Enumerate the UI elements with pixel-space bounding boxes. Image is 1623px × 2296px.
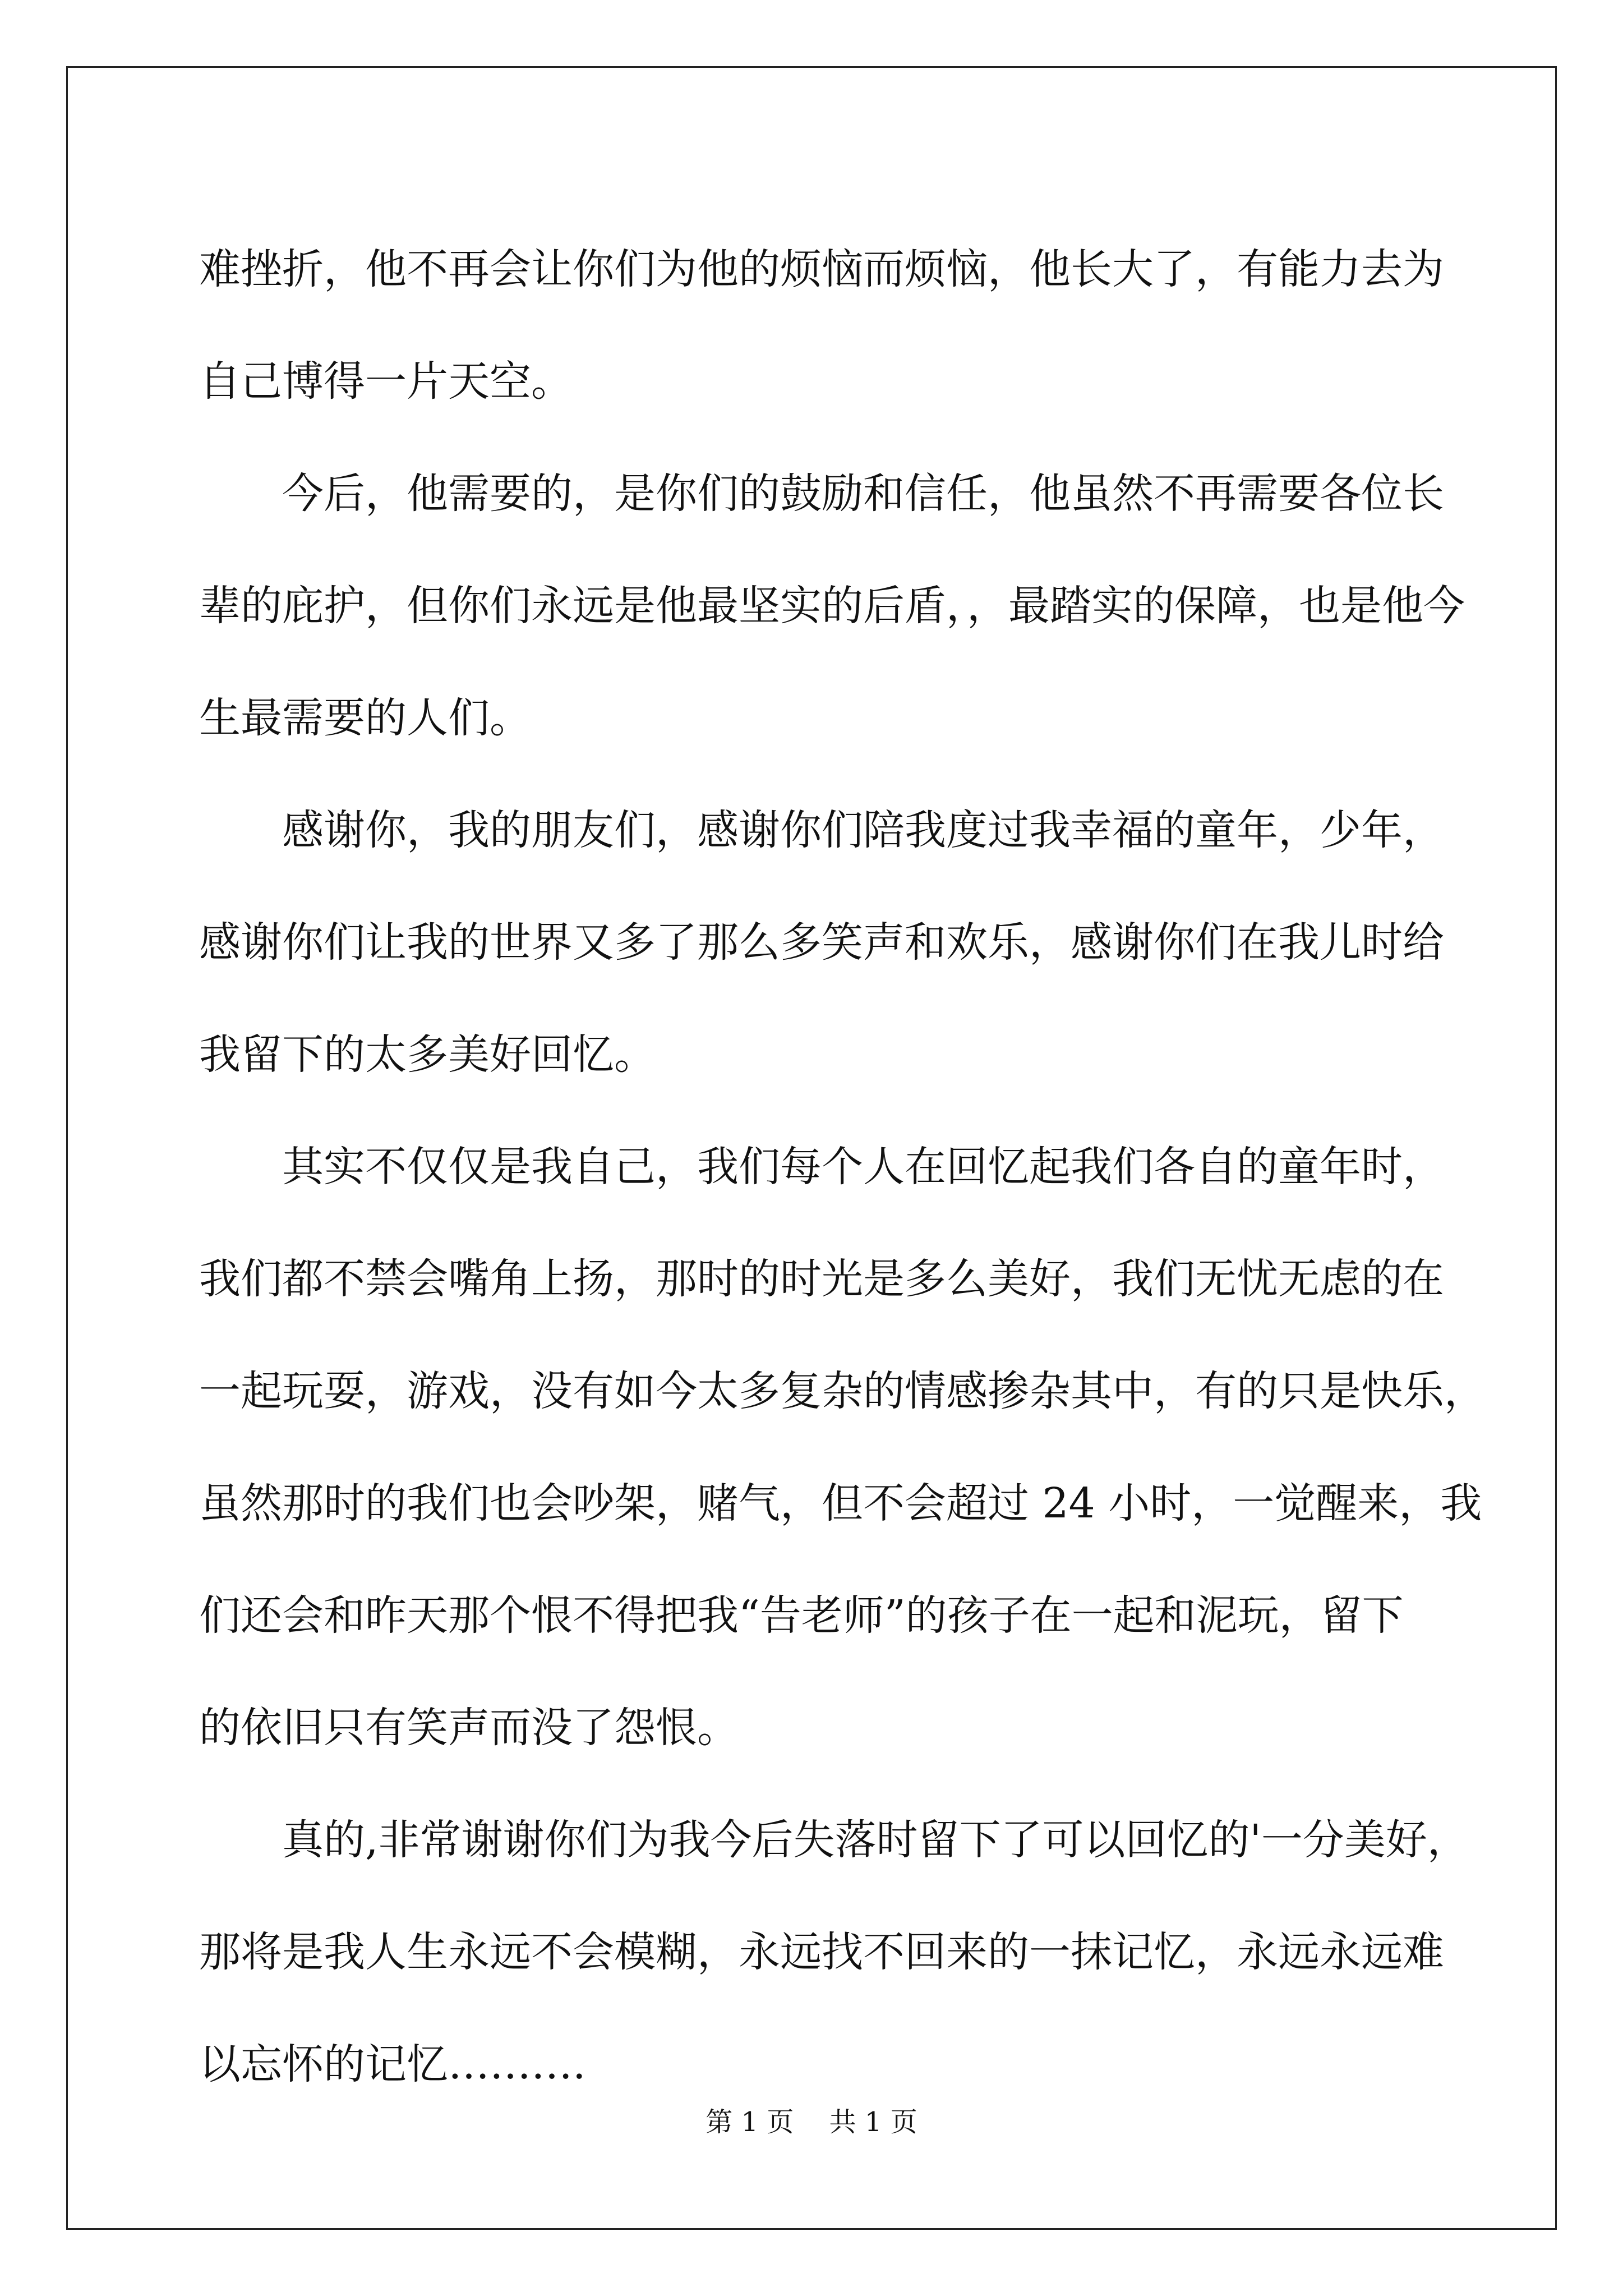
text-line: 生最需要的人们。 [199,694,531,742]
page-number-total: 共 1 页 [829,2106,917,2138]
paragraph-1 [199,213,1450,438]
text-line: 自己博得一片天空。 [199,357,573,406]
paragraph-5 [199,1784,1469,2120]
text-line: 一起玩耍，游戏，没有如今太多复杂的情感掺杂其中，有的只是快乐， [199,1367,1486,1415]
text-line: 其实不仅仅是我自己，我们每个人在回忆起我们各自的童年时， [282,1143,1444,1191]
paragraph-3 [199,774,1450,1111]
document-body [199,213,1486,2120]
text-line: 难挫折，他不再会让你们为他的烦恼而烦恼，他长大了，有能力去为 [199,245,1444,293]
paragraph-2 [199,438,1465,774]
text-line: 真的,非常谢谢你们为我今后失落时留下了可以回忆的'一分美好， [282,1816,1469,1864]
text-line: 感谢你们让我的世界又多了那么多笑声和欢乐，感谢你们在我儿时给 [199,918,1444,967]
text-line: 的依旧只有笑声而没了怨恨。 [199,1704,739,1752]
paragraph-4 [199,1111,1486,1784]
text-line: 今后，他需要的，是你们的鼓励和信任，他虽然不再需要各位长 [282,470,1444,518]
text-line: 以忘怀的记忆………. [199,2040,586,2088]
page-number-current: 第 1 页 [706,2106,794,2138]
text-line: 感谢你，我的朋友们，感谢你们陪我度过我幸福的童年，少年， [282,806,1444,854]
text-line: 我留下的太多美好回忆。 [199,1030,656,1079]
text-line: 辈的庇护，但你们永远是他最坚实的后盾，，最踏实的保障，也是他今 [199,582,1465,630]
text-line: 们还会和昨天那个恨不得把我“告老师”的孩子在一起和泥玩，留下 [199,1591,1404,1640]
text-line: 那将是我人生永远不会模糊，永远找不回来的一抹记忆，永远永远难 [199,1928,1444,1976]
text-line: 我们都不禁会嘴角上扬，那时的时光是多么美好，我们无忧无虑的在 [199,1255,1444,1303]
page-footer [0,2105,1623,2139]
text-line: 虽然那时的我们也会吵架，赌气，但不会超过 24 小时，一觉醒来，我 [199,1479,1482,1527]
